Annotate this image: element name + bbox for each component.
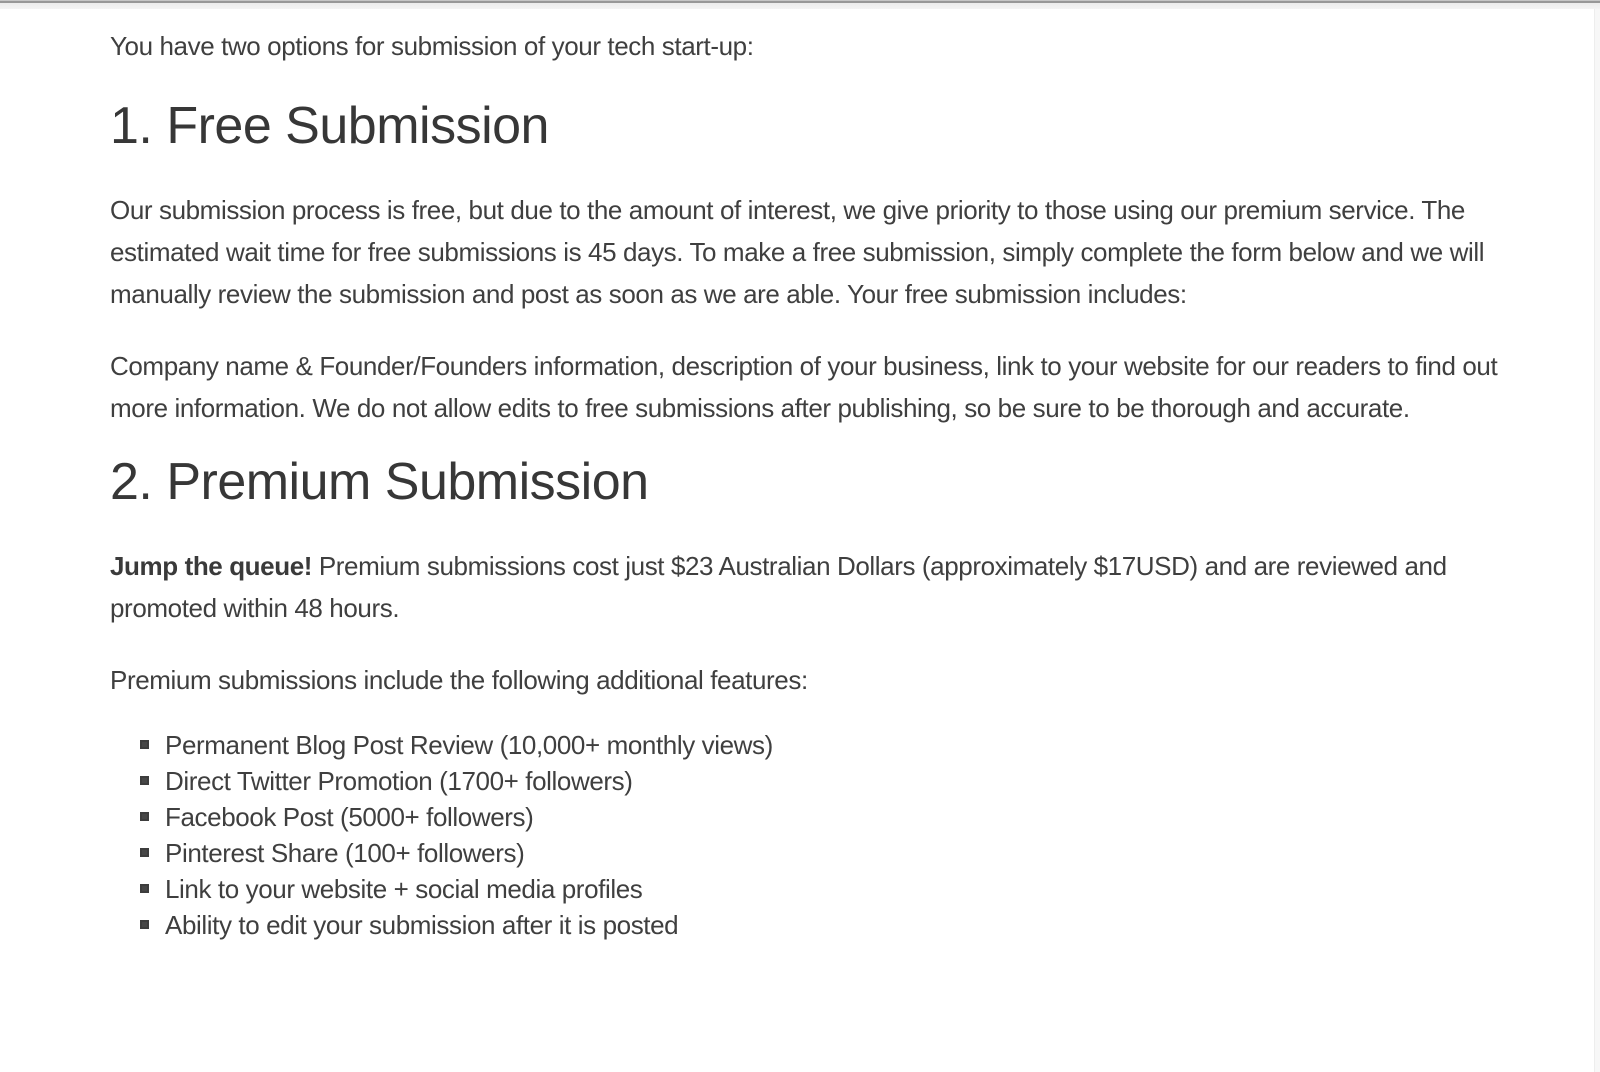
article-content: [0, 9, 1600, 943]
square-bullet-icon: [140, 812, 149, 821]
premium-lead-rest-text: Premium submissions cost just $23 Australian Dollars (approximately $17USD) and are reviewed and promoted within 48 hours.: [110, 551, 1447, 623]
square-bullet-icon: [140, 776, 149, 785]
free-submission-paragraph-1: Our submission process is free, but due to the amount of interest, we give priority to those using our premium service. The estimated wait time for free submissions is 45 days. To make a free submission, simply complete the form below and we will manually review the submission and post as soon as we are able. Your free submission includes:: [110, 195, 1485, 309]
premium-features-list: [110, 727, 1516, 943]
square-bullet-icon: [140, 848, 149, 857]
feature-text: Pinterest Share (100+ followers): [165, 838, 525, 868]
premium-features-intro: Premium submissions include the following additional features:: [110, 665, 808, 695]
window-top-edge: [0, 0, 1600, 9]
square-bullet-icon: [140, 920, 149, 929]
jump-the-queue-bold-text: Jump the queue!: [110, 551, 313, 581]
feature-item-website-link: [110, 871, 1516, 907]
feature-item-pinterest-share: [110, 835, 1516, 871]
feature-item-blog-review: [110, 727, 1516, 763]
feature-item-edit-ability: [110, 907, 1516, 943]
intro-paragraph: You have two options for submission of your tech start-up:: [110, 31, 754, 61]
feature-item-twitter-promotion: [110, 763, 1516, 799]
feature-item-facebook-post: [110, 799, 1516, 835]
feature-text: Link to your website + social media profiles: [165, 874, 643, 904]
square-bullet-icon: [140, 740, 149, 749]
free-submission-paragraph-2: Company name & Founder/Founders information, description of your business, link to your website for our readers to find out more information. We do not allow edits to free submissions after publishing, so be sure to be thorough and accurate.: [110, 351, 1498, 423]
free-submission-heading: 1. Free Submission: [110, 97, 549, 155]
premium-submission-heading: 2. Premium Submission: [110, 453, 649, 511]
feature-text: Direct Twitter Promotion (1700+ followers): [165, 766, 633, 796]
feature-text: Ability to edit your submission after it is posted: [165, 910, 679, 940]
feature-text: Permanent Blog Post Review (10,000+ monthly views): [165, 730, 773, 760]
premium-lead-paragraph: [110, 545, 1516, 629]
page-right-edge: [1594, 9, 1600, 1072]
feature-text: Facebook Post (5000+ followers): [165, 802, 534, 832]
square-bullet-icon: [140, 884, 149, 893]
